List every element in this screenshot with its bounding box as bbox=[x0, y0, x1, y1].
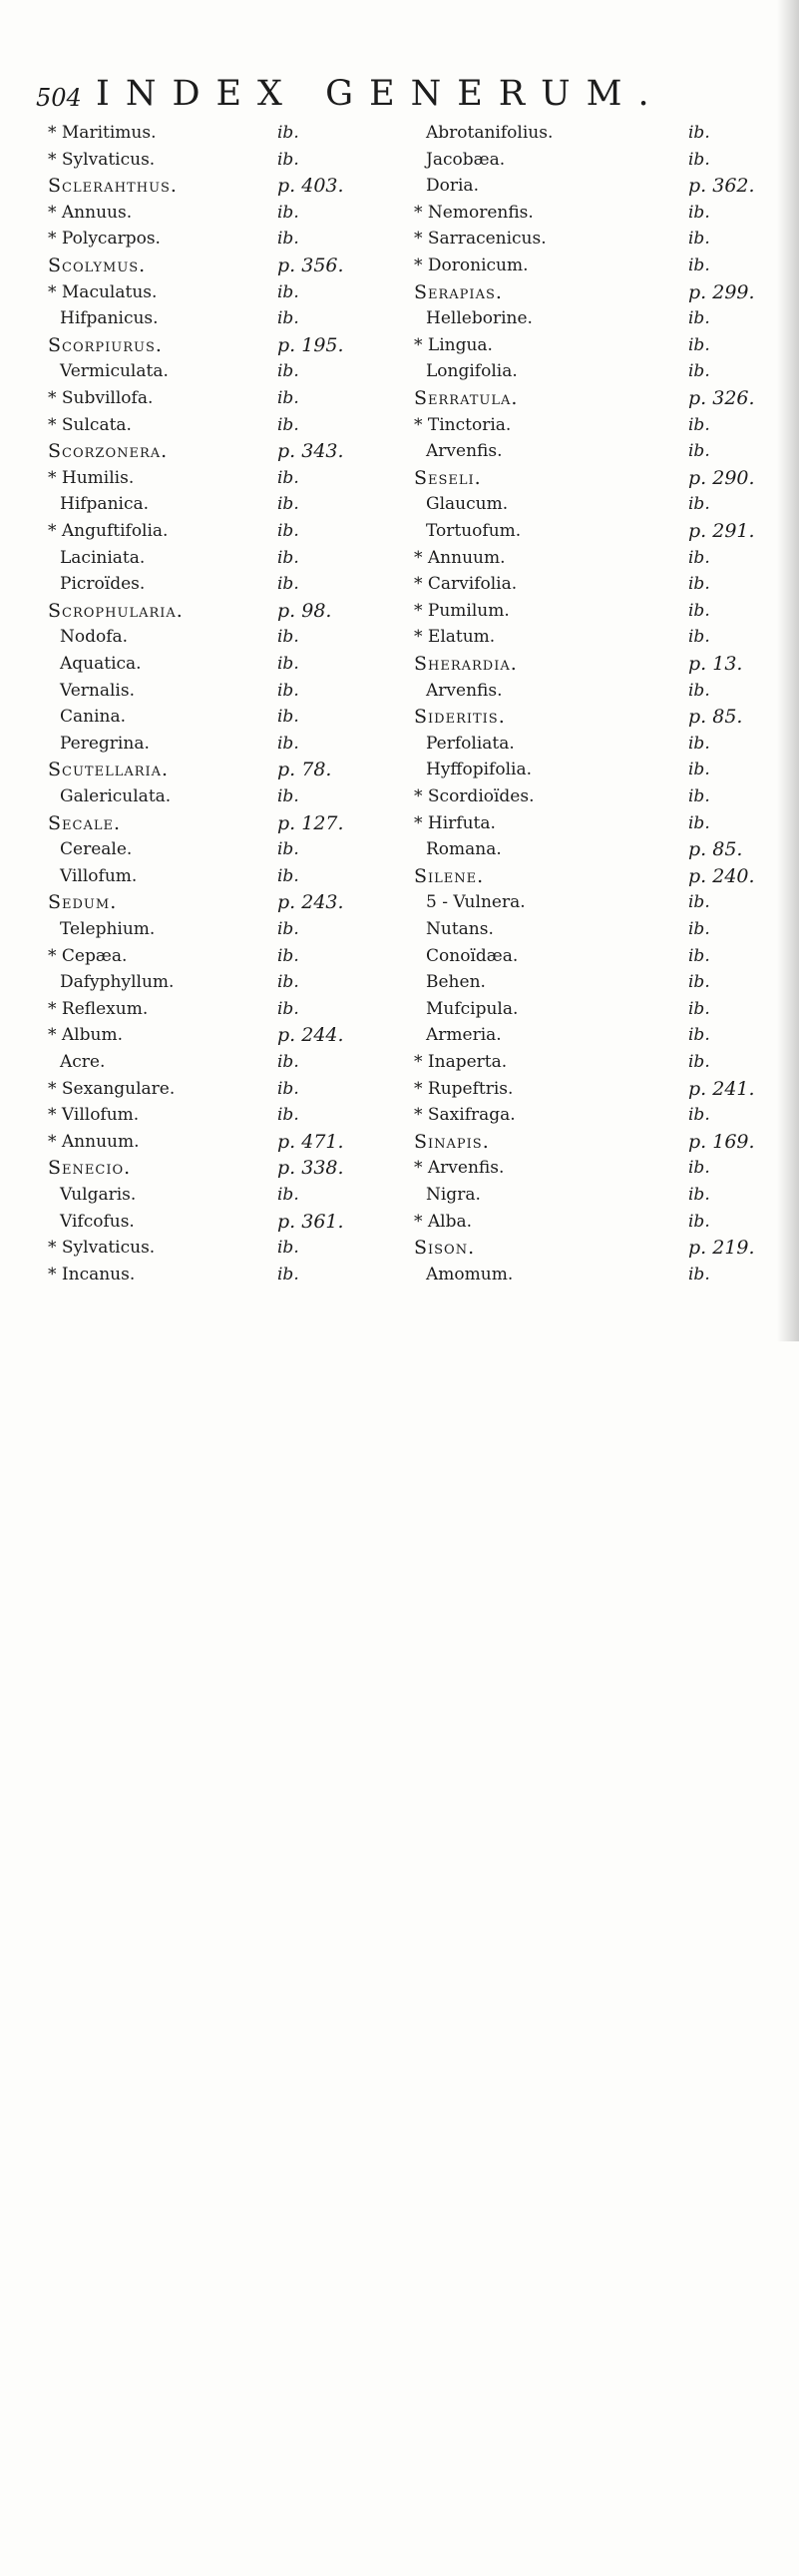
page-reference: ib. bbox=[688, 202, 710, 223]
genus-name: Seseli. bbox=[414, 466, 482, 489]
species-name: Aquatica. bbox=[60, 654, 142, 674]
index-entry bbox=[414, 279, 753, 305]
page-reference: p. 195. bbox=[277, 333, 344, 356]
index-entry bbox=[48, 1129, 387, 1155]
page-reference: ib. bbox=[277, 1264, 299, 1285]
page-reference: ib. bbox=[277, 1078, 299, 1099]
index-entry bbox=[414, 624, 753, 650]
species-name: * Arvenfis. bbox=[414, 1158, 505, 1179]
species-name: Romana. bbox=[426, 839, 502, 860]
species-name: * Sarracenicus. bbox=[414, 229, 547, 250]
species-name: Peregrina. bbox=[60, 733, 150, 754]
index-entry bbox=[48, 624, 387, 650]
page-reference: ib. bbox=[688, 229, 710, 250]
page-reference: ib. bbox=[688, 733, 710, 754]
species-name: * Maculatus. bbox=[48, 281, 158, 302]
genus-name: Secale. bbox=[48, 811, 122, 834]
page-reference: p. 241. bbox=[688, 1077, 755, 1100]
species-name: * Scordioïdes. bbox=[414, 786, 535, 806]
index-entry bbox=[414, 810, 753, 836]
species-name: Vulgaris. bbox=[60, 1185, 137, 1205]
page-reference: ib. bbox=[277, 308, 299, 329]
index-entry bbox=[48, 438, 387, 464]
page-reference: ib. bbox=[688, 149, 710, 170]
page-reference: ib. bbox=[277, 361, 299, 382]
index-entry bbox=[48, 1102, 387, 1128]
genus-name: Scolymus. bbox=[48, 255, 147, 276]
index-entry bbox=[414, 704, 753, 730]
index-entry bbox=[48, 465, 387, 491]
genus-name: Sclerанthus. bbox=[48, 175, 178, 198]
index-entry bbox=[414, 783, 753, 809]
index-entry bbox=[414, 836, 753, 862]
page-reference: p. 326. bbox=[688, 387, 755, 409]
species-name: Picroïdes. bbox=[60, 574, 146, 595]
index-entry bbox=[48, 651, 387, 677]
page-reference: p. 290. bbox=[688, 466, 755, 489]
index-entry bbox=[48, 1209, 387, 1235]
index-entry bbox=[48, 412, 387, 438]
page-reference: ib. bbox=[688, 1105, 710, 1126]
species-name: * Incanus. bbox=[48, 1264, 136, 1285]
page-reference: ib. bbox=[688, 1185, 710, 1205]
index-entry bbox=[414, 943, 753, 969]
page-reference: ib. bbox=[277, 574, 299, 595]
page-reference: p. 243. bbox=[277, 891, 344, 914]
index-entry bbox=[48, 731, 387, 757]
genus-name: Silene. bbox=[414, 864, 485, 887]
page-reference: ib. bbox=[277, 388, 299, 408]
index-entry bbox=[414, 1235, 753, 1261]
index-entry bbox=[48, 1022, 387, 1048]
page-edge-shadow bbox=[777, 0, 799, 1341]
page-reference: ib. bbox=[688, 1158, 710, 1179]
page-reference: ib. bbox=[688, 627, 710, 648]
page-reference: ib. bbox=[277, 547, 299, 568]
species-name: * Tinctoria. bbox=[414, 414, 512, 435]
page-reference: ib. bbox=[688, 1025, 710, 1046]
page-reference: p. 85. bbox=[688, 838, 743, 861]
index-entry bbox=[414, 571, 753, 597]
genus-name: Senecio. bbox=[48, 1157, 132, 1180]
index-entry bbox=[414, 253, 753, 278]
index-entry bbox=[48, 678, 387, 704]
species-name: Vernalis. bbox=[60, 680, 135, 701]
species-name: Conoïdæa. bbox=[426, 945, 519, 966]
index-entry bbox=[414, 120, 753, 146]
page-reference: p. 361. bbox=[277, 1210, 344, 1233]
index-entry bbox=[48, 253, 387, 278]
species-name: Villofum. bbox=[60, 865, 138, 886]
index-entry bbox=[48, 305, 387, 331]
index-entry bbox=[414, 969, 753, 995]
species-name: Hyffopifolia. bbox=[426, 760, 533, 780]
running-title: INDEX GENERUM. bbox=[96, 74, 665, 114]
genus-name: Sison. bbox=[414, 1237, 476, 1260]
index-entry bbox=[48, 1049, 387, 1075]
species-name: * Carvifolia. bbox=[414, 574, 518, 595]
index-entry bbox=[48, 571, 387, 597]
index-entry bbox=[48, 358, 387, 384]
page-reference: ib. bbox=[277, 839, 299, 860]
species-name: Tortuofum. bbox=[426, 521, 522, 541]
species-name: Vermiculata. bbox=[60, 361, 169, 382]
species-name: * Nemorenfis. bbox=[414, 202, 534, 223]
page-reference: ib. bbox=[688, 1211, 710, 1232]
genus-name: Sherardia. bbox=[414, 653, 518, 675]
index-entry bbox=[48, 943, 387, 969]
index-entry bbox=[414, 305, 753, 331]
page-reference: ib. bbox=[688, 998, 710, 1019]
species-name: * Humilis. bbox=[48, 467, 135, 488]
page-reference: ib. bbox=[277, 149, 299, 170]
page-reference: ib. bbox=[688, 786, 710, 806]
page-reference: ib. bbox=[277, 998, 299, 1019]
page-reference: p. 78. bbox=[277, 759, 332, 781]
index-entry bbox=[414, 332, 753, 358]
index-entry bbox=[48, 1182, 387, 1208]
index-entry bbox=[414, 438, 753, 464]
page-reference: ib. bbox=[277, 281, 299, 302]
index-entry bbox=[414, 226, 753, 252]
index-entry bbox=[48, 120, 387, 146]
species-name: * Alba. bbox=[414, 1211, 473, 1232]
page-reference: ib. bbox=[688, 256, 710, 275]
page-reference: p. 291. bbox=[688, 520, 755, 542]
index-entry bbox=[48, 491, 387, 517]
index-entry bbox=[414, 1129, 753, 1155]
species-name: * Maritimus. bbox=[48, 123, 157, 143]
page-reference: ib. bbox=[277, 865, 299, 886]
species-name: * Annuus. bbox=[48, 202, 133, 223]
page-reference: p. 85. bbox=[688, 706, 743, 729]
species-name: * Sylvaticus. bbox=[48, 149, 156, 170]
page-reference: ib. bbox=[688, 892, 710, 913]
page-reference: p. 356. bbox=[277, 255, 344, 276]
index-entry bbox=[48, 810, 387, 836]
index-entry bbox=[48, 1235, 387, 1261]
index-entry bbox=[414, 1182, 753, 1208]
genus-name: Scorpiurus. bbox=[48, 333, 163, 356]
page-reference: p. 219. bbox=[688, 1237, 755, 1260]
index-entry bbox=[414, 1262, 753, 1288]
index-entry bbox=[48, 969, 387, 995]
page-reference: ib. bbox=[688, 919, 710, 939]
species-name: * Subvillofa. bbox=[48, 388, 154, 408]
page-reference: ib. bbox=[688, 760, 710, 780]
species-name: Doria. bbox=[426, 176, 479, 197]
page-reference: ib. bbox=[277, 786, 299, 806]
species-name: * Sexangulare. bbox=[48, 1078, 176, 1099]
species-name: Nodofa. bbox=[60, 627, 129, 648]
index-entry bbox=[48, 916, 387, 942]
page-reference: p. 471. bbox=[277, 1130, 344, 1153]
index-entry bbox=[414, 863, 753, 889]
species-name: Vifcofus. bbox=[60, 1211, 135, 1232]
genus-name: Serratula. bbox=[414, 387, 519, 409]
species-name: Longifolia. bbox=[426, 361, 518, 382]
species-name: Arvenfis. bbox=[426, 680, 503, 701]
index-entry bbox=[414, 757, 753, 782]
species-name: * Inaperta. bbox=[414, 1052, 508, 1072]
page-reference: p. 362. bbox=[688, 175, 755, 198]
genus-name: Scrophularia. bbox=[48, 599, 184, 622]
index-entry bbox=[48, 1076, 387, 1102]
index-entry bbox=[414, 465, 753, 491]
index-entry bbox=[414, 491, 753, 517]
index-entry bbox=[414, 173, 753, 199]
species-name: * Pumilum. bbox=[414, 600, 510, 621]
index-entry bbox=[414, 1022, 753, 1048]
genus-name: Serapias. bbox=[414, 280, 503, 303]
index-entry bbox=[414, 412, 753, 438]
page-reference: ib. bbox=[688, 1264, 710, 1285]
species-name: * Villofum. bbox=[48, 1105, 140, 1126]
page-reference: ib. bbox=[277, 1238, 299, 1259]
index-entry bbox=[48, 598, 387, 624]
page-reference: ib. bbox=[277, 1185, 299, 1205]
page-reference: ib. bbox=[277, 972, 299, 993]
species-name: * Doronicum. bbox=[414, 256, 529, 275]
page-reference: ib. bbox=[688, 972, 710, 993]
index-entry bbox=[414, 200, 753, 226]
page-reference: ib. bbox=[277, 467, 299, 488]
species-name: Perfoliata. bbox=[426, 733, 515, 754]
page-reference: ib. bbox=[688, 441, 710, 462]
page-reference: ib. bbox=[688, 547, 710, 568]
index-entry bbox=[48, 996, 387, 1022]
genus-name: Sinapis. bbox=[414, 1130, 490, 1153]
page-reference: ib. bbox=[277, 414, 299, 435]
page-reference: p. 240. bbox=[688, 864, 755, 887]
species-name: * Polycarpos. bbox=[48, 229, 161, 250]
species-name: Amomum. bbox=[426, 1264, 514, 1285]
index-entry bbox=[414, 598, 753, 624]
page-reference: p. 343. bbox=[277, 440, 344, 463]
species-name: Telephium. bbox=[60, 919, 156, 939]
species-name: Armeria. bbox=[426, 1025, 502, 1046]
index-entry bbox=[414, 916, 753, 942]
species-name: * Elatum. bbox=[414, 627, 496, 648]
page-reference: ib. bbox=[688, 574, 710, 595]
species-name: * Reflexum. bbox=[48, 998, 149, 1019]
index-entry bbox=[48, 1262, 387, 1288]
species-name: * Annuum. bbox=[48, 1131, 140, 1152]
page-reference: ib. bbox=[688, 600, 710, 621]
index-entry bbox=[48, 200, 387, 226]
species-name: * Sulcata. bbox=[48, 414, 132, 435]
page-reference: ib. bbox=[277, 229, 299, 250]
page-reference: ib. bbox=[277, 1105, 299, 1126]
index-entry bbox=[48, 863, 387, 889]
species-name: * Saxifraga. bbox=[414, 1105, 516, 1126]
page-reference: ib. bbox=[688, 123, 710, 143]
species-name: * Rupeftris. bbox=[414, 1078, 514, 1099]
index-entry bbox=[414, 147, 753, 173]
page-reference: ib. bbox=[688, 361, 710, 382]
index-entry bbox=[48, 173, 387, 199]
page-reference: p. 244. bbox=[277, 1024, 344, 1047]
page-reference: ib. bbox=[277, 733, 299, 754]
genus-name: Sedum. bbox=[48, 891, 118, 914]
page-reference: ib. bbox=[688, 308, 710, 329]
index-entry bbox=[48, 226, 387, 252]
species-name: * Lingua. bbox=[414, 334, 493, 355]
index-entry bbox=[48, 545, 387, 571]
index-entry bbox=[48, 518, 387, 544]
page-reference: ib. bbox=[277, 123, 299, 143]
index-entry bbox=[414, 1049, 753, 1075]
page-reference: ib. bbox=[688, 494, 710, 515]
genus-name: Scorzonera. bbox=[48, 440, 169, 463]
species-name: Laciniata. bbox=[60, 547, 146, 568]
species-name: * Hirfuta. bbox=[414, 812, 496, 833]
index-entry bbox=[414, 1102, 753, 1128]
species-name: Mufcipula. bbox=[426, 998, 519, 1019]
page-reference: ib. bbox=[277, 707, 299, 728]
index-entry bbox=[48, 279, 387, 305]
page-reference: ib. bbox=[277, 627, 299, 648]
index-entry bbox=[414, 1076, 753, 1102]
species-name: Nutans. bbox=[426, 919, 494, 939]
species-name: * Anguftifolia. bbox=[48, 521, 169, 541]
page-reference: ib. bbox=[688, 945, 710, 966]
genus-name: Sideritis. bbox=[414, 706, 506, 729]
page-reference: ib. bbox=[277, 919, 299, 939]
index-entry bbox=[48, 147, 387, 173]
species-name: 5 - Vulnera. bbox=[426, 892, 526, 913]
index-entry bbox=[414, 1155, 753, 1181]
species-name: Abrotanifolius. bbox=[426, 123, 554, 143]
page-reference: p. 127. bbox=[277, 811, 344, 834]
index-entry bbox=[48, 757, 387, 782]
page-reference: p. 169. bbox=[688, 1130, 755, 1153]
index-entry bbox=[414, 1209, 753, 1235]
species-name: Galericulata. bbox=[60, 786, 172, 806]
species-name: * Cepæa. bbox=[48, 945, 128, 966]
page-reference: p. 98. bbox=[277, 599, 332, 622]
page-number: 504 bbox=[36, 84, 82, 112]
species-name: * Annuum. bbox=[414, 547, 506, 568]
page-reference: ib. bbox=[688, 1052, 710, 1072]
page-reference: ib. bbox=[277, 494, 299, 515]
species-name: Hifpanica. bbox=[60, 494, 150, 515]
species-name: Hifpanicus. bbox=[60, 308, 159, 329]
page-reference: ib. bbox=[277, 680, 299, 701]
species-name: * Album. bbox=[48, 1025, 123, 1046]
index-entry bbox=[48, 836, 387, 862]
index-entry bbox=[48, 332, 387, 358]
index-entry bbox=[414, 385, 753, 411]
page-reference: ib. bbox=[277, 1052, 299, 1072]
species-name: Helleborine. bbox=[426, 308, 533, 329]
page-reference: ib. bbox=[688, 812, 710, 833]
page-reference: p. 338. bbox=[277, 1157, 344, 1180]
page-reference: ib. bbox=[277, 945, 299, 966]
index-entry bbox=[414, 358, 753, 384]
index-entry bbox=[48, 783, 387, 809]
page-reference: p. 403. bbox=[277, 175, 344, 198]
index-entry bbox=[414, 678, 753, 704]
index-entry bbox=[414, 889, 753, 915]
index-entry bbox=[414, 518, 753, 544]
species-name: Glaucum. bbox=[426, 494, 509, 515]
index-entry bbox=[48, 385, 387, 411]
page-reference: ib. bbox=[277, 521, 299, 541]
species-name: Acre. bbox=[60, 1052, 106, 1072]
index-entry bbox=[414, 545, 753, 571]
page-reference: p. 299. bbox=[688, 280, 755, 303]
species-name: Nigra. bbox=[426, 1185, 481, 1205]
index-entry bbox=[414, 651, 753, 677]
page-reference: ib. bbox=[688, 334, 710, 355]
index-entry bbox=[48, 704, 387, 730]
page-reference: ib. bbox=[688, 414, 710, 435]
index-entry bbox=[414, 996, 753, 1022]
index-entry bbox=[414, 731, 753, 757]
species-name: * Sylvaticus. bbox=[48, 1238, 156, 1259]
species-name: Cereale. bbox=[60, 839, 133, 860]
page-reference: ib. bbox=[277, 654, 299, 674]
species-name: Canina. bbox=[60, 707, 127, 728]
species-name: Behen. bbox=[426, 972, 486, 993]
page-reference: ib. bbox=[277, 202, 299, 223]
index-entry bbox=[48, 889, 387, 915]
genus-name: Scutellaria. bbox=[48, 759, 170, 781]
species-name: Arvenfis. bbox=[426, 441, 503, 462]
index-entry bbox=[48, 1155, 387, 1181]
page-reference: ib. bbox=[688, 680, 710, 701]
species-name: Jacobæa. bbox=[426, 149, 506, 170]
species-name: Dafyphyllum. bbox=[60, 972, 175, 993]
page-reference: p. 13. bbox=[688, 653, 743, 675]
